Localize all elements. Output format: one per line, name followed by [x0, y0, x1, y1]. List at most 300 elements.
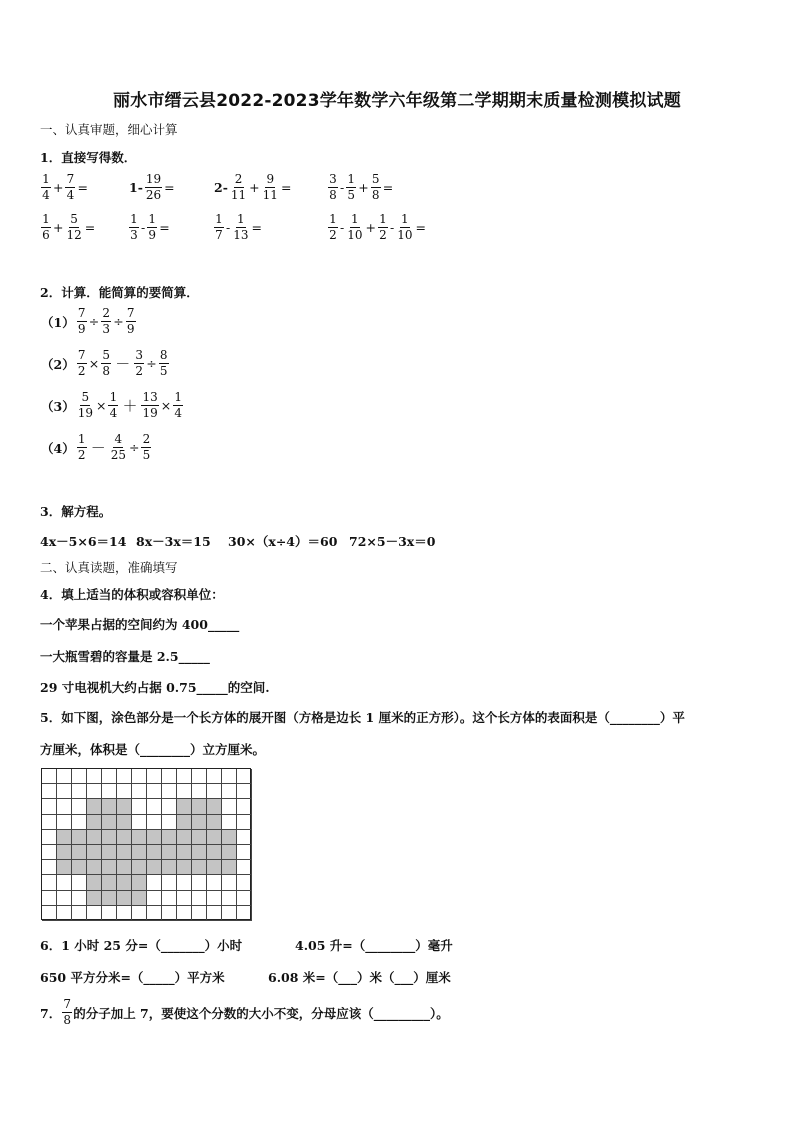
- fraction: [126, 307, 136, 336]
- fraction: [147, 213, 157, 242]
- grid-cell: [72, 875, 87, 890]
- q1-expression: [327, 173, 394, 202]
- fraction: [346, 173, 356, 202]
- grid-cell: [237, 891, 252, 906]
- shaded-grid-cell: [117, 799, 132, 814]
- operator: -: [340, 180, 345, 195]
- q4-line-3: 29 寸电视机大约占据 0.75_____的空间.: [40, 680, 270, 695]
- grid-cell: [57, 769, 72, 784]
- equation-1: 4x－5×6＝14: [40, 534, 127, 549]
- shaded-grid-cell: [207, 799, 222, 814]
- grid-cell: [102, 906, 117, 921]
- grid-cell: [207, 769, 222, 784]
- fraction-denominator: 6: [42, 228, 50, 242]
- fraction: [77, 391, 94, 420]
- q7-fraction-den: 8: [63, 1013, 72, 1027]
- shaded-grid-cell: [222, 845, 237, 860]
- fraction-denominator: 5: [347, 188, 356, 202]
- net-grid-figure: [41, 768, 251, 920]
- fraction: [101, 307, 111, 336]
- shaded-grid-cell: [192, 845, 207, 860]
- fraction-denominator: 10: [397, 228, 413, 242]
- grid-cell: [42, 799, 57, 814]
- q5-line-2: 方厘米，体积是（________）立方厘米。: [40, 742, 266, 757]
- grid-cell: [207, 784, 222, 799]
- fraction-numerator: 2: [142, 432, 151, 446]
- shaded-grid-cell: [177, 799, 192, 814]
- grid-cell: [147, 799, 162, 814]
- grid-cell: [177, 875, 192, 890]
- equals-sign: =: [251, 220, 262, 235]
- grid-cell: [132, 769, 147, 784]
- grid-cell: [42, 891, 57, 906]
- q2-item: [40, 391, 184, 420]
- shaded-grid-cell: [162, 845, 177, 860]
- grid-cell: [162, 891, 177, 906]
- fraction-denominator: 7: [215, 228, 223, 242]
- q2-item: [40, 307, 137, 336]
- grid-cell: [42, 830, 57, 845]
- equals-sign: =: [84, 220, 96, 235]
- shaded-grid-cell: [177, 845, 192, 860]
- fraction-numerator: 13: [142, 390, 158, 404]
- operator: +: [249, 180, 260, 195]
- grid-cell: [42, 815, 57, 830]
- grid-cell: [72, 815, 87, 830]
- shaded-grid-cell: [87, 860, 102, 875]
- item-number: （1）: [41, 314, 75, 330]
- grid-cell: [42, 845, 57, 860]
- shaded-grid-cell: [132, 875, 147, 890]
- shaded-grid-cell: [87, 799, 102, 814]
- operator: ÷: [146, 356, 157, 371]
- fraction-numerator: 1: [347, 172, 356, 186]
- shaded-grid-cell: [147, 845, 162, 860]
- fraction: [262, 173, 279, 202]
- shaded-grid-cell: [87, 815, 102, 830]
- shaded-grid-cell: [57, 845, 72, 860]
- grid-cell: [237, 875, 252, 890]
- equals-sign: =: [415, 220, 426, 235]
- operator: +: [53, 180, 64, 195]
- grid-cell: [222, 891, 237, 906]
- q2-item: [40, 433, 152, 462]
- fraction-numerator: 3: [329, 172, 337, 186]
- grid-cell: [147, 815, 162, 830]
- grid-cell: [72, 906, 87, 921]
- shaded-grid-cell: [117, 845, 132, 860]
- q6-item-c: 650 平方分米=（_____）平方米: [40, 970, 225, 985]
- grid-cell: [222, 906, 237, 921]
- grid-cell: [42, 875, 57, 890]
- fraction: [41, 213, 51, 242]
- page-title: 丽水市缙云县2022-2023学年数学六年级第二学期期末质量检测模拟试题: [113, 91, 681, 111]
- shaded-grid-cell: [147, 830, 162, 845]
- fraction: [65, 173, 75, 202]
- item-number: （4）: [41, 440, 75, 456]
- q1-expression: [40, 173, 89, 202]
- shaded-grid-cell: [177, 815, 192, 830]
- grid-cell: [192, 784, 207, 799]
- grid-cell: [237, 830, 252, 845]
- fraction-denominator: 11: [262, 188, 278, 202]
- fraction-numerator: 7: [77, 306, 86, 320]
- fraction: [41, 173, 51, 202]
- operator: +: [358, 180, 369, 195]
- fraction-denominator: 5: [159, 364, 168, 378]
- fraction-denominator: 26: [145, 188, 162, 202]
- equation-4: 72×5－3x＝0: [349, 534, 436, 549]
- q2-item: [40, 349, 170, 378]
- fraction-numerator: 1: [130, 212, 138, 226]
- grid-cell: [177, 891, 192, 906]
- grid-cell: [237, 845, 252, 860]
- equals-sign: =: [382, 180, 394, 195]
- grid-cell: [72, 799, 87, 814]
- fraction-numerator: 2: [102, 306, 110, 320]
- fraction-numerator: 1: [379, 212, 387, 226]
- fraction-numerator: 1: [42, 212, 50, 226]
- shaded-grid-cell: [57, 860, 72, 875]
- shaded-grid-cell: [192, 860, 207, 875]
- grid-cell: [57, 799, 72, 814]
- fraction: [214, 213, 224, 242]
- fraction-denominator: 2: [77, 448, 86, 462]
- grid-cell: [57, 875, 72, 890]
- shaded-grid-cell: [207, 860, 222, 875]
- shaded-grid-cell: [72, 860, 87, 875]
- operator: －: [90, 439, 106, 457]
- grid-cell: [57, 784, 72, 799]
- section-2-heading: 二、认真读题，准确填写: [40, 560, 178, 575]
- fraction-denominator: 25: [110, 448, 126, 462]
- fraction: [230, 173, 247, 202]
- grid-cell: [147, 875, 162, 890]
- fraction-numerator: 2: [234, 172, 243, 186]
- q1-expression: [327, 213, 427, 242]
- grid-cell: [147, 906, 162, 921]
- fraction: [328, 173, 338, 202]
- shaded-grid-cell: [72, 845, 87, 860]
- fraction-numerator: 1: [42, 172, 50, 186]
- fraction-numerator: 7: [126, 306, 135, 320]
- operator: +: [365, 220, 376, 235]
- fraction: [141, 391, 158, 420]
- grid-cell: [102, 769, 117, 784]
- operator: -: [141, 220, 146, 235]
- equals-sign: =: [159, 220, 170, 235]
- grid-cell: [162, 799, 177, 814]
- fraction-denominator: 12: [66, 228, 82, 242]
- fraction-denominator: 3: [130, 228, 138, 242]
- grid-cell: [237, 799, 252, 814]
- shaded-grid-cell: [162, 830, 177, 845]
- fraction: [110, 433, 127, 462]
- shaded-grid-cell: [177, 860, 192, 875]
- grid-cell: [147, 784, 162, 799]
- shaded-grid-cell: [132, 830, 147, 845]
- fraction-numerator: 3: [135, 348, 144, 362]
- q7-text: 的分子加上 7，要使这个分数的大小不变，分母应该（_________）。: [73, 1005, 449, 1021]
- fraction-numerator: 4: [114, 432, 123, 446]
- fraction-denominator: 4: [66, 188, 75, 202]
- fraction: [77, 349, 87, 378]
- q4-label: 4．填上适当的体积或容积单位：: [40, 587, 224, 602]
- q7-fraction-num: 7: [63, 997, 72, 1011]
- q1-expression: [40, 213, 96, 242]
- operator: ×: [160, 398, 172, 413]
- fraction-numerator: 9: [266, 172, 275, 186]
- fraction-numerator: 5: [70, 212, 78, 226]
- q6-item-b: 4.05 升=（________）毫升: [295, 938, 453, 953]
- prefix: 1-: [129, 180, 143, 195]
- shaded-grid-cell: [87, 830, 102, 845]
- fraction-numerator: 19: [145, 172, 162, 186]
- grid-cell: [177, 769, 192, 784]
- grid-cell: [42, 906, 57, 921]
- grid-cell: [222, 875, 237, 890]
- shaded-grid-cell: [72, 830, 87, 845]
- fraction: [65, 213, 82, 242]
- fraction: [145, 173, 162, 202]
- grid-cell: [237, 815, 252, 830]
- shaded-grid-cell: [117, 891, 132, 906]
- shaded-grid-cell: [192, 799, 207, 814]
- operator: ÷: [88, 314, 100, 329]
- grid-cell: [117, 906, 132, 921]
- shaded-grid-cell: [207, 830, 222, 845]
- fraction-numerator: 5: [102, 348, 110, 362]
- grid-cell: [162, 906, 177, 921]
- shaded-grid-cell: [222, 860, 237, 875]
- fraction-numerator: 1: [77, 432, 86, 446]
- shaded-grid-cell: [132, 845, 147, 860]
- fraction-denominator: 4: [174, 406, 183, 420]
- q7-line: [40, 998, 449, 1027]
- q4-line-1: 一个苹果占据的空间约为 400_____: [40, 617, 240, 632]
- shaded-grid-cell: [117, 875, 132, 890]
- operator: -: [340, 220, 345, 235]
- q1-expression: [128, 173, 176, 202]
- fraction-denominator: 19: [77, 406, 93, 420]
- shaded-grid-cell: [102, 860, 117, 875]
- fraction: [134, 349, 144, 378]
- equals-sign: =: [77, 180, 88, 195]
- shaded-grid-cell: [132, 891, 147, 906]
- grid-cell: [42, 784, 57, 799]
- fraction-denominator: 11: [230, 188, 247, 202]
- grid-cell: [42, 860, 57, 875]
- q6-item-d: 6.08 米=（___）米（___）厘米: [268, 970, 451, 985]
- shaded-grid-cell: [177, 830, 192, 845]
- fraction: [108, 391, 118, 420]
- shaded-grid-cell: [87, 875, 102, 890]
- q1-expression: [213, 213, 263, 242]
- q5-line-1: 5．如下图，涂色部分是一个长方体的展开图（方格是边长 1 厘米的正方形）。这个长方体的表面积是（________）平: [40, 710, 685, 725]
- grid-cell: [237, 784, 252, 799]
- grid-cell: [147, 891, 162, 906]
- grid-cell: [222, 799, 237, 814]
- fraction: [378, 213, 388, 242]
- fraction-denominator: 9: [148, 228, 157, 242]
- fraction: [77, 433, 87, 462]
- fraction-denominator: 8: [371, 188, 380, 202]
- operator: ÷: [113, 314, 124, 329]
- grid-cell: [207, 891, 222, 906]
- shaded-grid-cell: [207, 815, 222, 830]
- operator: -: [390, 220, 395, 235]
- shaded-grid-cell: [192, 830, 207, 845]
- fraction-numerator: 1: [174, 390, 183, 404]
- grid-cell: [162, 815, 177, 830]
- fraction: [77, 307, 87, 336]
- shaded-grid-cell: [117, 815, 132, 830]
- q1-expression: [213, 173, 292, 202]
- grid-cell: [87, 769, 102, 784]
- fraction: [328, 213, 338, 242]
- fraction: [346, 213, 363, 242]
- operator: ×: [88, 356, 100, 371]
- q3-label: 3．解方程。: [40, 504, 112, 519]
- shaded-grid-cell: [132, 860, 147, 875]
- grid-cell: [117, 784, 132, 799]
- fraction-numerator: 1: [351, 212, 359, 226]
- shaded-grid-cell: [102, 845, 117, 860]
- shaded-grid-cell: [102, 830, 117, 845]
- fraction-numerator: 1: [109, 390, 118, 404]
- fraction: [159, 349, 169, 378]
- grid-cell: [42, 769, 57, 784]
- fraction-numerator: 1: [237, 212, 245, 226]
- grid-cell: [192, 906, 207, 921]
- shaded-grid-cell: [87, 845, 102, 860]
- fraction-denominator: 2: [329, 228, 337, 242]
- fraction: [141, 433, 151, 462]
- shaded-grid-cell: [222, 830, 237, 845]
- fraction-numerator: 7: [77, 348, 86, 362]
- item-number: （3）: [41, 398, 75, 414]
- grid-cell: [57, 891, 72, 906]
- grid-cell: [237, 860, 252, 875]
- fraction-denominator: 10: [347, 228, 363, 242]
- grid-cell: [192, 769, 207, 784]
- fraction-numerator: 1: [148, 212, 157, 226]
- fraction-denominator: 9: [77, 322, 86, 336]
- shaded-grid-cell: [207, 845, 222, 860]
- fraction-denominator: 2: [379, 228, 387, 242]
- fraction-denominator: 19: [142, 406, 158, 420]
- grid-cell: [132, 799, 147, 814]
- shaded-grid-cell: [192, 815, 207, 830]
- grid-cell: [207, 875, 222, 890]
- grid-cell: [222, 784, 237, 799]
- grid-cell: [87, 784, 102, 799]
- fraction-denominator: 4: [42, 188, 50, 202]
- fraction-numerator: 1: [401, 212, 409, 226]
- fraction-denominator: 8: [102, 364, 110, 378]
- grid-cell: [237, 769, 252, 784]
- operator: ×: [95, 398, 107, 413]
- q1-label: 1．直接写得数．: [40, 150, 137, 165]
- fraction-numerator: 1: [215, 212, 223, 226]
- grid-cell: [192, 891, 207, 906]
- grid-cell: [177, 906, 192, 921]
- shaded-grid-cell: [102, 799, 117, 814]
- q2-label: 2．计算．能简算的要简算．: [40, 285, 199, 300]
- operator: -: [226, 220, 231, 235]
- grid-cell: [207, 906, 222, 921]
- fraction-denominator: 13: [233, 228, 249, 242]
- shaded-grid-cell: [102, 875, 117, 890]
- fraction-numerator: 8: [159, 348, 168, 362]
- fraction-denominator: 5: [142, 448, 151, 462]
- fraction: [371, 173, 381, 202]
- grid-cell: [72, 784, 87, 799]
- grid-cell: [117, 769, 132, 784]
- grid-cell: [132, 784, 147, 799]
- grid-cell: [57, 906, 72, 921]
- fraction-numerator: 1: [329, 212, 337, 226]
- grid-cell: [87, 906, 102, 921]
- operator: ＋: [122, 397, 138, 415]
- grid-cell: [177, 784, 192, 799]
- item-number: （2）: [41, 356, 75, 372]
- fraction-numerator: 5: [81, 390, 90, 404]
- grid-cell: [132, 815, 147, 830]
- shaded-grid-cell: [117, 830, 132, 845]
- fraction-denominator: 4: [109, 406, 118, 420]
- fraction-numerator: 7: [66, 172, 75, 186]
- grid-cell: [132, 906, 147, 921]
- grid-cell: [237, 906, 252, 921]
- grid-cell: [162, 784, 177, 799]
- shaded-grid-cell: [87, 891, 102, 906]
- q7-fraction: [62, 998, 72, 1027]
- operator: +: [53, 220, 64, 235]
- fraction: [129, 213, 139, 242]
- grid-cell: [222, 769, 237, 784]
- grid-cell: [192, 875, 207, 890]
- operator: ÷: [129, 440, 140, 455]
- fraction: [396, 213, 413, 242]
- grid-cell: [162, 769, 177, 784]
- fraction-numerator: 5: [371, 172, 380, 186]
- fraction: [173, 391, 183, 420]
- shaded-grid-cell: [57, 830, 72, 845]
- shaded-grid-cell: [102, 891, 117, 906]
- prefix: 2-: [214, 180, 228, 195]
- grid-cell: [72, 891, 87, 906]
- grid-cell: [147, 769, 162, 784]
- grid-cell: [222, 815, 237, 830]
- grid-cell: [72, 769, 87, 784]
- q6-item-a: 6．1 小时 25 分=（_______）小时: [40, 938, 243, 953]
- equation-2: 8x－3x＝15: [136, 534, 211, 549]
- section-1-heading: 一、认真审题，细心计算: [40, 122, 178, 137]
- grid-cell: [102, 784, 117, 799]
- fraction-denominator: 8: [329, 188, 337, 202]
- equals-sign: =: [164, 180, 175, 195]
- fraction: [232, 213, 249, 242]
- fraction-denominator: 2: [77, 364, 86, 378]
- shaded-grid-cell: [162, 860, 177, 875]
- fraction-denominator: 3: [102, 322, 110, 336]
- fraction-denominator: 9: [126, 322, 135, 336]
- grid-cell: [57, 815, 72, 830]
- grid-cell: [162, 875, 177, 890]
- shaded-grid-cell: [102, 815, 117, 830]
- q1-expression: [128, 213, 171, 242]
